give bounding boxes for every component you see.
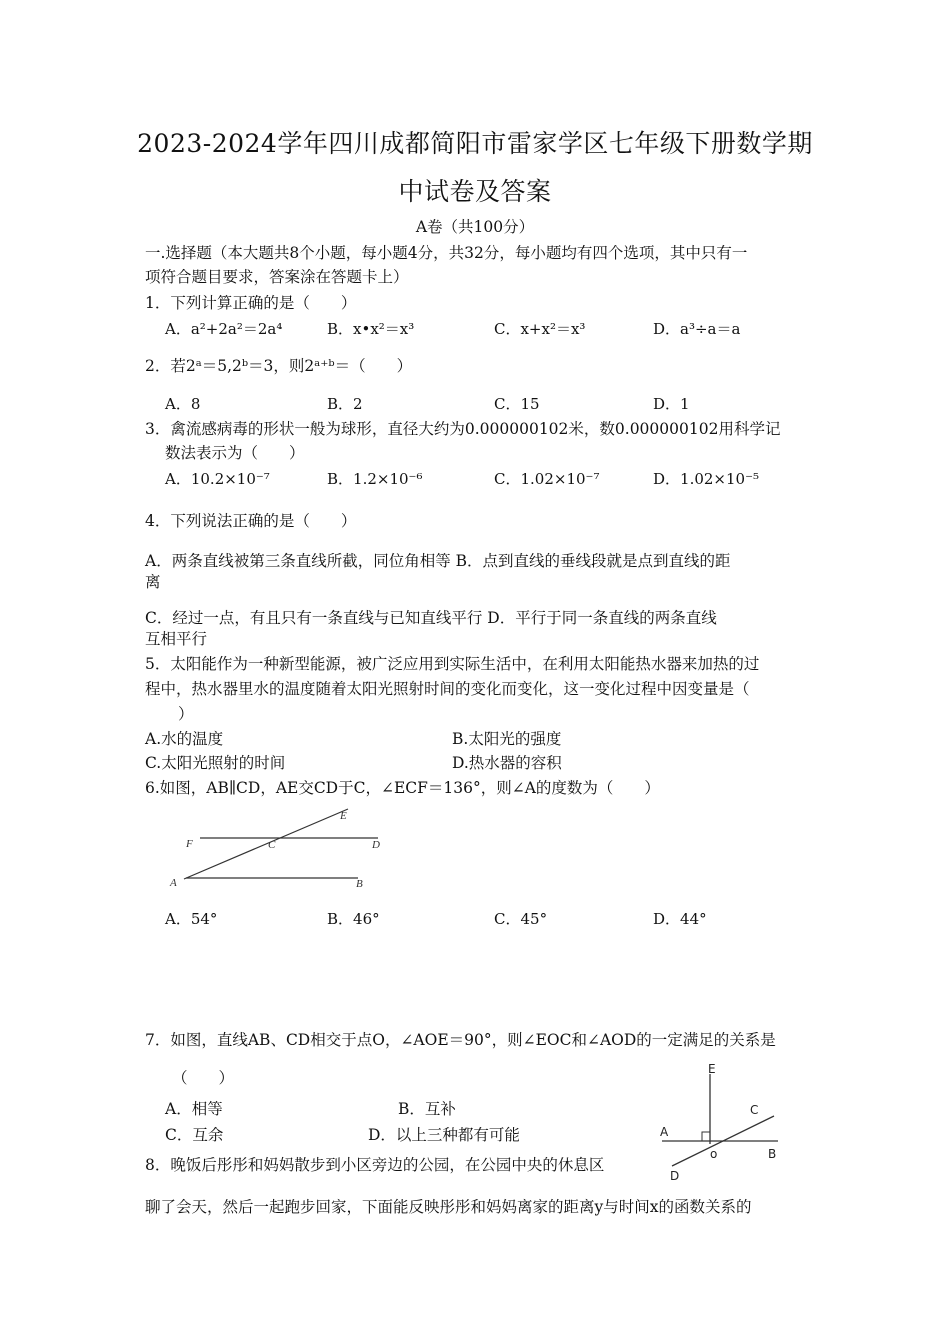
question-7-blank: （ ） bbox=[172, 1069, 235, 1087]
q7-option-a: A．相等 bbox=[165, 1100, 223, 1118]
q4-options-cd-cont: 互相平行 bbox=[145, 630, 208, 648]
q1-option-c: C．x+x²＝x³ bbox=[494, 320, 586, 338]
question-7-stem: 7．如图，直线AB、CD相交于点O，∠AOE＝90°，则∠EOC和∠AOD的一定满足的关系是 bbox=[145, 1031, 776, 1049]
question-8-stem: 8．晚饭后彤彤和妈妈散步到小区旁边的公园，在公园中央的休息区 bbox=[145, 1156, 605, 1174]
q7-label-d: D bbox=[670, 1169, 680, 1183]
page-title-line2: 中试卷及答案 bbox=[398, 177, 552, 206]
q3-option-b: B．1.2×10⁻⁶ bbox=[327, 470, 423, 488]
q2-option-c: C．15 bbox=[494, 395, 540, 413]
q4-options-ab-cont: 离 bbox=[145, 573, 161, 591]
q5-option-c: C.太阳光照射的时间 bbox=[145, 754, 286, 772]
q5-option-b: B.太阳光的强度 bbox=[452, 730, 562, 748]
q3-option-a: A．10.2×10⁻⁷ bbox=[165, 470, 270, 488]
q5-option-d: D.热水器的容积 bbox=[452, 754, 562, 772]
q6-label-d: D bbox=[372, 839, 380, 851]
question-5-stem-line2: 程中，热水器里水的温度随着太阳光照射时间的变化而变化，这一变化过程中因变量是（ bbox=[145, 680, 750, 698]
question-3-stem-line2: 数法表示为（ ） bbox=[165, 444, 305, 462]
q6-label-c: C bbox=[268, 839, 276, 851]
q1-option-a: A．a²+2a²＝2a⁴ bbox=[165, 320, 283, 338]
q6-label-a: A bbox=[170, 877, 177, 889]
q7-label-b: B bbox=[768, 1147, 777, 1161]
q5-option-a: A.水的温度 bbox=[145, 730, 224, 748]
question-8-stem-line2: 聊了会天，然后一起跑步回家，下面能反映彤彤和妈妈离家的距离y与时间x的函数关系的 bbox=[145, 1198, 752, 1216]
part-heading-line2: 项符合题目要求，答案涂在答题卡上） bbox=[145, 268, 409, 286]
q6-option-d: D．44° bbox=[653, 910, 707, 928]
q2-option-a: A．8 bbox=[165, 395, 201, 413]
question-3-stem: 3．禽流感病毒的形状一般为球形，直径大约为0.000000102米，数0.000000102用科学记 bbox=[145, 420, 781, 438]
q6-label-f: F bbox=[186, 838, 193, 850]
q7-label-o: o bbox=[710, 1147, 718, 1161]
question-5-stem-line3: ） bbox=[178, 705, 194, 723]
q7-label-a: A bbox=[660, 1125, 669, 1139]
q6-figure bbox=[160, 805, 400, 895]
question-1-stem: 1．下列计算正确的是（ ） bbox=[145, 294, 357, 312]
q3-option-c: C．1.02×10⁻⁷ bbox=[494, 470, 600, 488]
q4-options-cd: C．经过一点，有且只有一条直线与已知直线平行 D．平行于同一条直线的两条直线 bbox=[145, 609, 717, 627]
question-4-stem: 4．下列说法正确的是（ ） bbox=[145, 512, 357, 530]
section-heading: A卷（共100分） bbox=[415, 218, 535, 236]
q1-option-b: B．x•x²＝x³ bbox=[327, 320, 415, 338]
question-5-stem: 5．太阳能作为一种新型能源，被广泛应用到实际生活中，在利用太阳能热水器来加热的过 bbox=[145, 655, 760, 673]
q7-option-c: C．互余 bbox=[165, 1126, 224, 1144]
q7-option-d: D．以上三种都有可能 bbox=[368, 1126, 520, 1144]
q7-label-c: C bbox=[750, 1103, 759, 1117]
question-2-stem: 2．若2ᵃ＝5,2ᵇ＝3，则2ᵃ⁺ᵇ＝（ ） bbox=[145, 357, 413, 375]
q3-option-d: D．1.02×10⁻⁵ bbox=[653, 470, 760, 488]
page-title: 2023-2024学年四川成都简阳市雷家学区七年级下册数学期 bbox=[137, 129, 813, 158]
q6-label-e: E bbox=[340, 810, 347, 822]
q2-option-b: B．2 bbox=[327, 395, 363, 413]
q7-option-b: B．互补 bbox=[398, 1100, 456, 1118]
q4-options-ab: A．两条直线被第三条直线所截，同位角相等 B．点到直线的垂线段就是点到直线的距 bbox=[145, 552, 731, 570]
part-heading: 一.选择题（本大题共8个小题，每小题4分，共32分，每小题均有四个选项，其中只有一 bbox=[145, 244, 748, 262]
q6-option-c: C．45° bbox=[494, 910, 548, 928]
q7-figure bbox=[650, 1062, 790, 1187]
q1-option-d: D．a³÷a＝a bbox=[653, 320, 741, 338]
q6-option-b: B．46° bbox=[327, 910, 380, 928]
q6-option-a: A．54° bbox=[165, 910, 218, 928]
q7-label-e: E bbox=[708, 1062, 716, 1076]
q2-option-d: D．1 bbox=[653, 395, 690, 413]
question-6-stem: 6.如图，AB∥CD，AE交CD于C，∠ECF＝136°，则∠A的度数为（ ） bbox=[145, 779, 660, 797]
q6-label-b: B bbox=[356, 878, 363, 890]
